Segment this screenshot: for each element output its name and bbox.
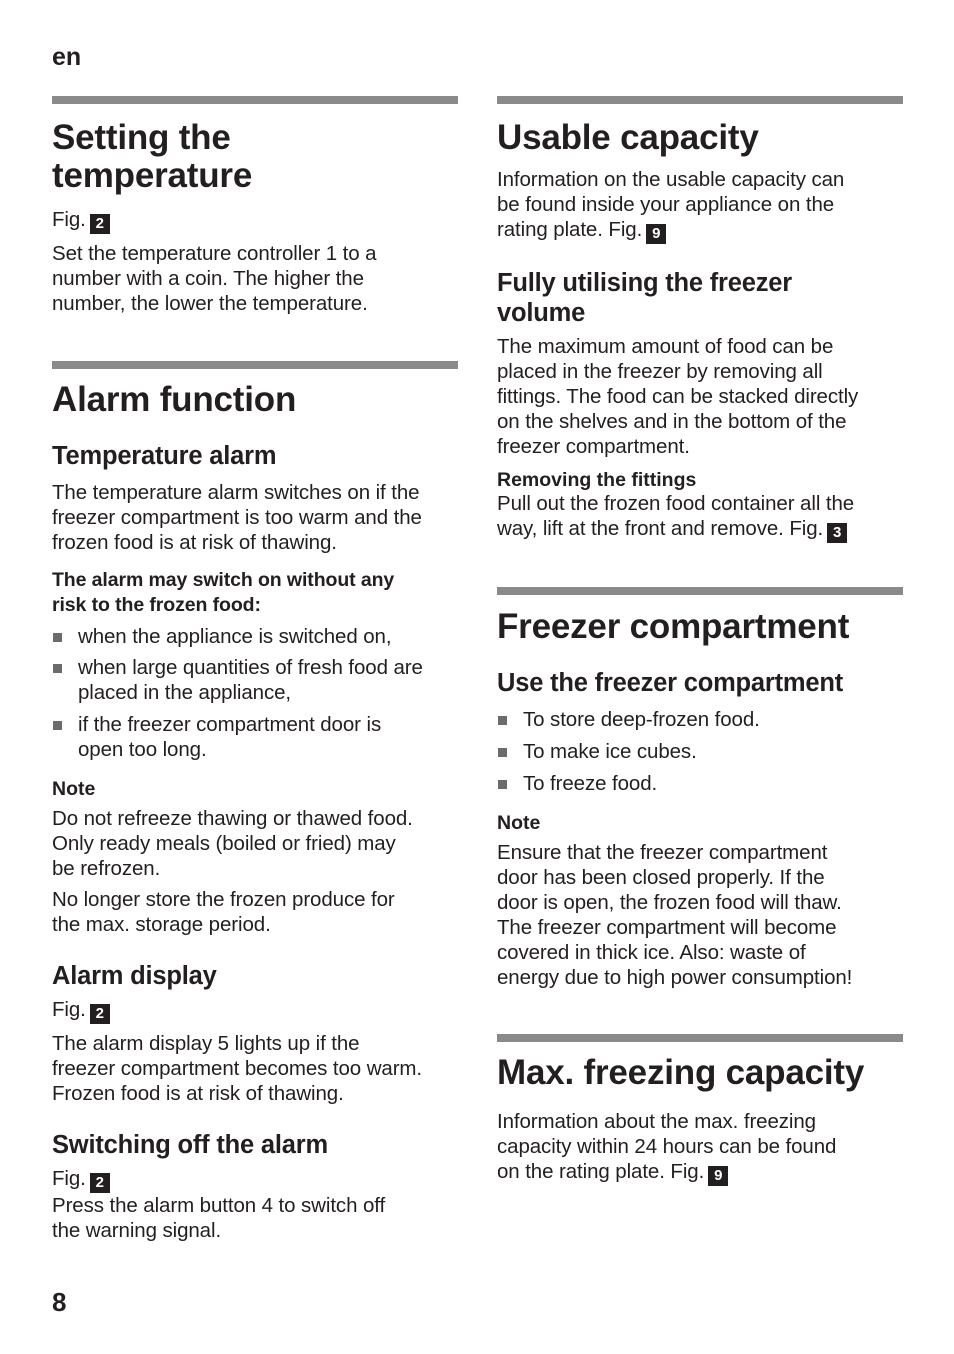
- section-alarm-function: [52, 361, 458, 1243]
- section-divider: [497, 1034, 903, 1042]
- list-item: [497, 707, 903, 732]
- text-line: Information on the usable capacity can: [497, 168, 845, 191]
- list-item: [52, 712, 458, 762]
- text-line: freezer compartment becomes too warm.: [52, 1057, 422, 1080]
- text-line: Press the alarm button 4 to switch off: [52, 1194, 386, 1217]
- section-title: Usable capacity: [497, 118, 759, 157]
- text-line: when the appliance is switched on,: [78, 625, 392, 648]
- bullet-square-icon: [498, 780, 507, 789]
- text-line: The freezer compartment will become: [497, 916, 837, 939]
- left-column: [52, 96, 458, 1243]
- text-line: No longer store the frozen produce for: [52, 888, 395, 911]
- text-line: To freeze food.: [523, 772, 658, 795]
- text-line: energy due to high power consumption!: [497, 966, 853, 989]
- text-line: The alarm may switch on without any: [52, 569, 395, 591]
- text-line: placed in the freezer by removing all: [497, 360, 823, 383]
- fig-label: Fig.: [52, 998, 86, 1021]
- body-text: [497, 491, 903, 543]
- body-text: [497, 334, 903, 459]
- fig-label: Fig.: [52, 208, 86, 231]
- figure-number-badge: 3: [827, 523, 847, 543]
- text-line: Information about the max. freezing: [497, 1110, 816, 1133]
- bullet-square-icon: [498, 716, 507, 725]
- title-line: temperature: [52, 156, 253, 195]
- fig-label: Fig.: [52, 1167, 86, 1190]
- bullet-square-icon: [53, 721, 62, 730]
- text-line: when large quantities of fresh food are: [78, 656, 423, 679]
- text-line: frozen food is at risk of thawing.: [52, 531, 337, 554]
- text-line: door is open, the frozen food will thaw.: [497, 891, 842, 914]
- section-title: Max. freezing capacity: [497, 1053, 865, 1092]
- text-line: The temperature alarm switches on if the: [52, 481, 420, 504]
- subsection-heading: Alarm display: [52, 962, 217, 990]
- figure-number-badge: 2: [90, 1173, 110, 1193]
- figure-reference: [52, 997, 458, 1024]
- text-line: open too long.: [78, 738, 207, 761]
- text-line: the warning signal.: [52, 1219, 222, 1242]
- figure-number-badge: 2: [90, 214, 110, 234]
- text-line: Pull out the frozen food container all the: [497, 492, 855, 515]
- body-text: [52, 1193, 458, 1243]
- right-column: [497, 96, 903, 1186]
- note-text: [497, 840, 903, 990]
- text-line: covered in thick ice. Also: waste of: [497, 941, 806, 964]
- text-line: capacity within 24 hours can be found: [497, 1135, 837, 1158]
- heading-line: volume: [497, 299, 586, 327]
- text-line: Set the temperature controller 1 to a: [52, 242, 377, 265]
- subsection-heading: [497, 268, 903, 328]
- list-item: [52, 624, 458, 649]
- text-line: be found inside your appliance on the: [497, 193, 835, 216]
- text-line: number with a coin. The higher the: [52, 267, 364, 290]
- body-text: [52, 1031, 458, 1106]
- text-line: To store deep-frozen food.: [523, 708, 760, 731]
- text-line: on the rating plate. Fig.: [497, 1160, 705, 1183]
- text-line: The maximum amount of food can be: [497, 335, 834, 358]
- text-line: be refrozen.: [52, 857, 161, 880]
- condition-list: [52, 624, 458, 762]
- text-line: Frozen food is at risk of thawing.: [52, 1082, 344, 1105]
- text-line: Ensure that the freezer compartment: [497, 841, 828, 864]
- bullet-square-icon: [53, 633, 62, 642]
- heading-line: Fully utilising the freezer: [497, 269, 792, 297]
- bullet-square-icon: [53, 664, 62, 673]
- text-line: rating plate. Fig.: [497, 218, 643, 241]
- section-usable-capacity: [497, 96, 903, 543]
- list-item: [497, 771, 903, 796]
- text-line: To make ice cubes.: [523, 740, 697, 763]
- text-line: on the shelves and in the bottom of the: [497, 410, 847, 433]
- text-line: the max. storage period.: [52, 913, 271, 936]
- figure-number-badge: 9: [646, 224, 666, 244]
- figure-number-badge: 9: [708, 1166, 728, 1186]
- subsection-heading: Use the freezer compartment: [497, 669, 844, 697]
- body-text: [52, 480, 458, 555]
- usage-list: [497, 707, 903, 796]
- text-line: fittings. The food can be stacked directly: [497, 385, 859, 408]
- text-line: way, lift at the front and remove. Fig.: [497, 517, 824, 540]
- text-line: number, the lower the temperature.: [52, 292, 368, 315]
- body-text: [497, 1109, 903, 1186]
- note-text: [52, 887, 458, 937]
- page-number: 8: [52, 1287, 67, 1317]
- bold-intro: [52, 568, 458, 618]
- figure-reference: [52, 1166, 458, 1193]
- note-label: Note: [52, 778, 96, 800]
- list-item: [497, 739, 903, 764]
- minor-heading: Removing the fittings: [497, 469, 697, 491]
- section-divider: [52, 361, 458, 369]
- section-divider: [497, 96, 903, 104]
- text-line: if the freezer compartment door is: [78, 713, 382, 736]
- text-line: Only ready meals (boiled or fried) may: [52, 832, 396, 855]
- section-title: Alarm function: [52, 380, 297, 419]
- section-max-freezing-capacity: [497, 1034, 903, 1186]
- subsection-heading: Temperature alarm: [52, 442, 277, 470]
- figure-number-badge: 2: [90, 1004, 110, 1024]
- text-line: risk to the frozen food:: [52, 594, 261, 616]
- body-text: [52, 241, 458, 316]
- bullet-square-icon: [498, 748, 507, 757]
- section-divider: [52, 96, 458, 104]
- body-text: [497, 167, 903, 244]
- text-line: freezer compartment is too warm and the: [52, 506, 422, 529]
- figure-reference: [52, 207, 458, 234]
- section-title: [52, 119, 458, 195]
- text-line: freezer compartment.: [497, 435, 690, 458]
- language-code: en: [52, 43, 82, 71]
- text-line: Do not refreeze thawing or thawed food.: [52, 807, 413, 830]
- section-freezer-compartment: [497, 587, 903, 990]
- text-line: door has been closed properly. If the: [497, 866, 825, 889]
- section-divider: [497, 587, 903, 595]
- note-text: [52, 806, 458, 881]
- text-line: placed in the appliance,: [78, 681, 292, 704]
- section-title: Freezer compartment: [497, 607, 850, 646]
- note-label: Note: [497, 812, 541, 834]
- title-line: Setting the: [52, 118, 231, 157]
- text-line: The alarm display 5 lights up if the: [52, 1032, 360, 1055]
- list-item: [52, 655, 458, 705]
- section-setting-temperature: [52, 96, 458, 316]
- subsection-heading: Switching off the alarm: [52, 1131, 328, 1159]
